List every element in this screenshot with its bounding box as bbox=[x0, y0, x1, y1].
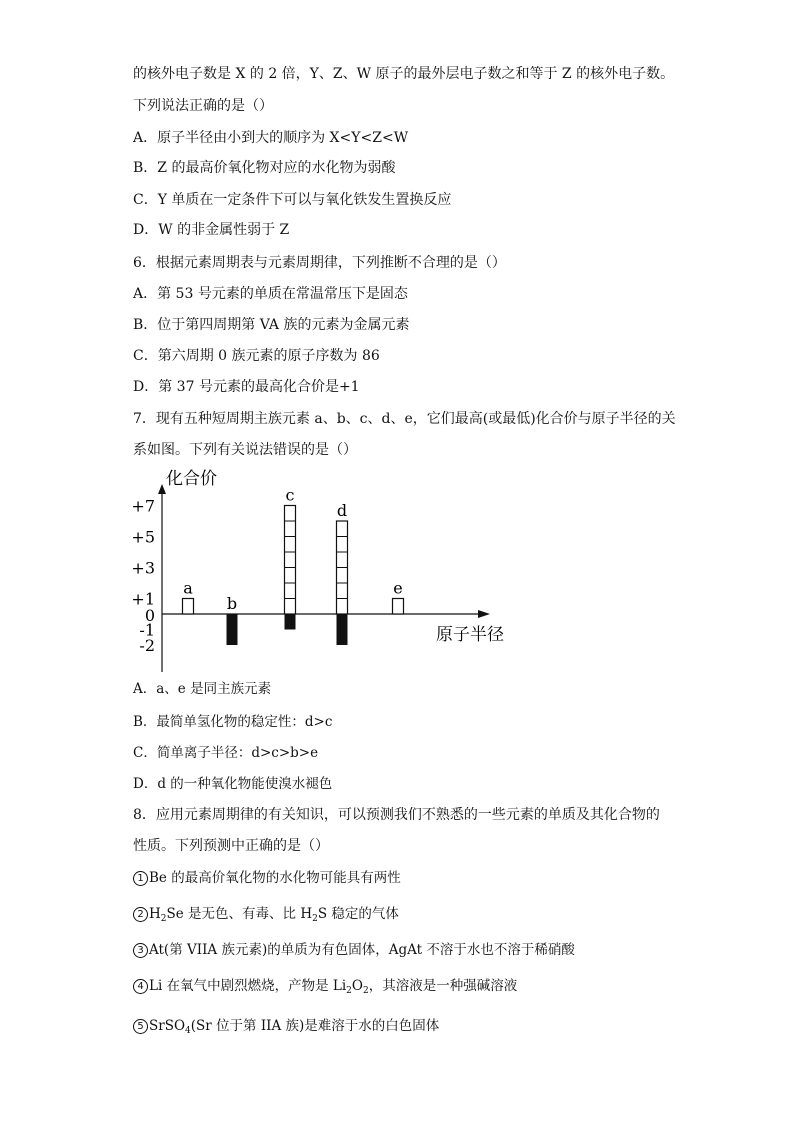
h2se-h: H bbox=[149, 906, 161, 922]
y-tick-label: +1 bbox=[131, 589, 155, 609]
y-tick-label: +3 bbox=[131, 558, 155, 578]
item-number-3: 3 bbox=[133, 943, 148, 958]
srso4-base: SrSO bbox=[149, 1018, 186, 1034]
q7-option-c: C．简单离子半径：d>c>b>e bbox=[133, 745, 319, 761]
y-tick-label: -2 bbox=[139, 636, 155, 655]
bar-label-e: e bbox=[393, 578, 403, 598]
item-number-1: 1 bbox=[133, 871, 148, 886]
bar-label-b: b bbox=[226, 594, 238, 613]
item-number-2: 2 bbox=[133, 907, 148, 922]
bar-positive-e bbox=[393, 599, 404, 615]
y-tick-label: -1 bbox=[139, 620, 155, 640]
item-5-text: (Sr 位于第 IIA 族)是难溶于水的白色固体 bbox=[190, 1018, 440, 1034]
q8-stem-line1: 8．应用元素周期律的有关知识，可以预测我们不熟悉的一些元素的单质及其化合物的 bbox=[133, 807, 660, 823]
q5-option-b: B．Z 的最高价氧化物对应的水化物为弱酸 bbox=[133, 160, 396, 176]
q8-stem-line2: 性质。下列预测中正确的是（） bbox=[133, 838, 329, 854]
q6-stem: 6．根据元素周期表与元素周期律，下列推断不合理的是（） bbox=[133, 255, 506, 271]
item-number-5: 5 bbox=[133, 1019, 148, 1034]
item-3-text: At(第 VIIA 族元素)的单质为有色固体，AgAt 不溶于水也不溶于稀硝酸 bbox=[149, 942, 575, 958]
q8-item-1 bbox=[133, 868, 401, 888]
q8-item-2 bbox=[133, 904, 399, 929]
x-axis-label: 原子半径 bbox=[436, 625, 504, 645]
y-axis-label: 化合价 bbox=[166, 469, 217, 489]
h2se-sub: 2 bbox=[160, 914, 167, 924]
li2o2-sub1: 2 bbox=[346, 986, 352, 996]
bar-positive-c bbox=[285, 506, 296, 615]
item-number-4: 4 bbox=[133, 979, 148, 994]
item-2-text: Se 是无色、有毒、比 bbox=[166, 906, 301, 922]
q7-stem-line2: 系如图。下列有关说法错误的是（） bbox=[133, 442, 357, 458]
q6-option-b: B．位于第四周期第 VA 族的元素为金属元素 bbox=[133, 317, 410, 333]
bar-negative-b bbox=[227, 614, 238, 645]
q7-stem-line1: 7．现有五种短周期主族元素 a、b、c、d、e，它们最高(或最低)化合价与原子半径的关 bbox=[133, 411, 676, 427]
y-tick-label: +5 bbox=[131, 527, 155, 547]
bar-label-d: d bbox=[336, 501, 348, 520]
q6-option-c: C．第六周期 0 族元素的原子序数为 86 bbox=[133, 348, 380, 364]
q5-option-a: A．原子半径由小到大的顺序为 X<Y<Z<W bbox=[133, 130, 409, 146]
q5-option-d: D．W 的非金属性弱于 Z bbox=[133, 222, 290, 238]
y-axis-arrow bbox=[158, 484, 166, 494]
li2o2-sub2: 2 bbox=[362, 986, 369, 996]
h2s-h: H bbox=[300, 906, 313, 922]
q5-stem-line2: 下列说法正确的是（） bbox=[133, 98, 273, 114]
item-4-text: Li 在氧气中剧烈燃烧，产物是 bbox=[149, 978, 333, 994]
q8-item-4 bbox=[133, 976, 517, 1001]
q7-option-a: A．a、e 是同主族元素 bbox=[133, 681, 272, 697]
item-1-text: Be 的最高价氧化物的水化物可能具有两性 bbox=[149, 870, 401, 886]
q6-option-a: A．第 53 号元素的单质在常温常压下是固态 bbox=[133, 286, 408, 302]
bar-negative-d bbox=[337, 614, 348, 645]
q8-item-5 bbox=[133, 1016, 439, 1041]
q7-option-d: D．d 的一种氧化物能使溴水褪色 bbox=[133, 776, 333, 792]
h2s-sub: 2 bbox=[312, 914, 318, 924]
item-2-tail: S 稳定的气体 bbox=[317, 906, 399, 922]
bar-positive-a bbox=[183, 599, 194, 615]
y-tick-label: +7 bbox=[131, 496, 155, 516]
bar-negative-c bbox=[285, 614, 296, 630]
li2o2-li: Li bbox=[332, 978, 347, 994]
q7-option-b: B．最简单氢化物的稳定性：d>c bbox=[133, 714, 333, 730]
bar-label-a: a bbox=[183, 578, 193, 598]
x-axis-arrow bbox=[478, 610, 490, 618]
q5-stem-line1: 的核外电子数是 X 的 2 倍，Y、Z、W 原子的最外层电子数之和等于 Z 的核外电子数。 bbox=[133, 66, 675, 82]
y-tick-label: 0 bbox=[144, 606, 155, 625]
valence-radius-chart bbox=[128, 462, 528, 677]
bar-label-c: c bbox=[285, 485, 295, 505]
item-4-tail: ，其溶液是一种强碱溶液 bbox=[368, 978, 518, 994]
q8-item-3 bbox=[133, 940, 575, 960]
q5-option-c: C．Y 单质在一定条件下可以与氧化铁发生置换反应 bbox=[133, 192, 452, 208]
srso4-sub: 4 bbox=[185, 1026, 191, 1036]
li2o2-o: O bbox=[351, 978, 363, 994]
q6-option-d: D．第 37 号元素的最高化合价是+1 bbox=[133, 379, 360, 395]
